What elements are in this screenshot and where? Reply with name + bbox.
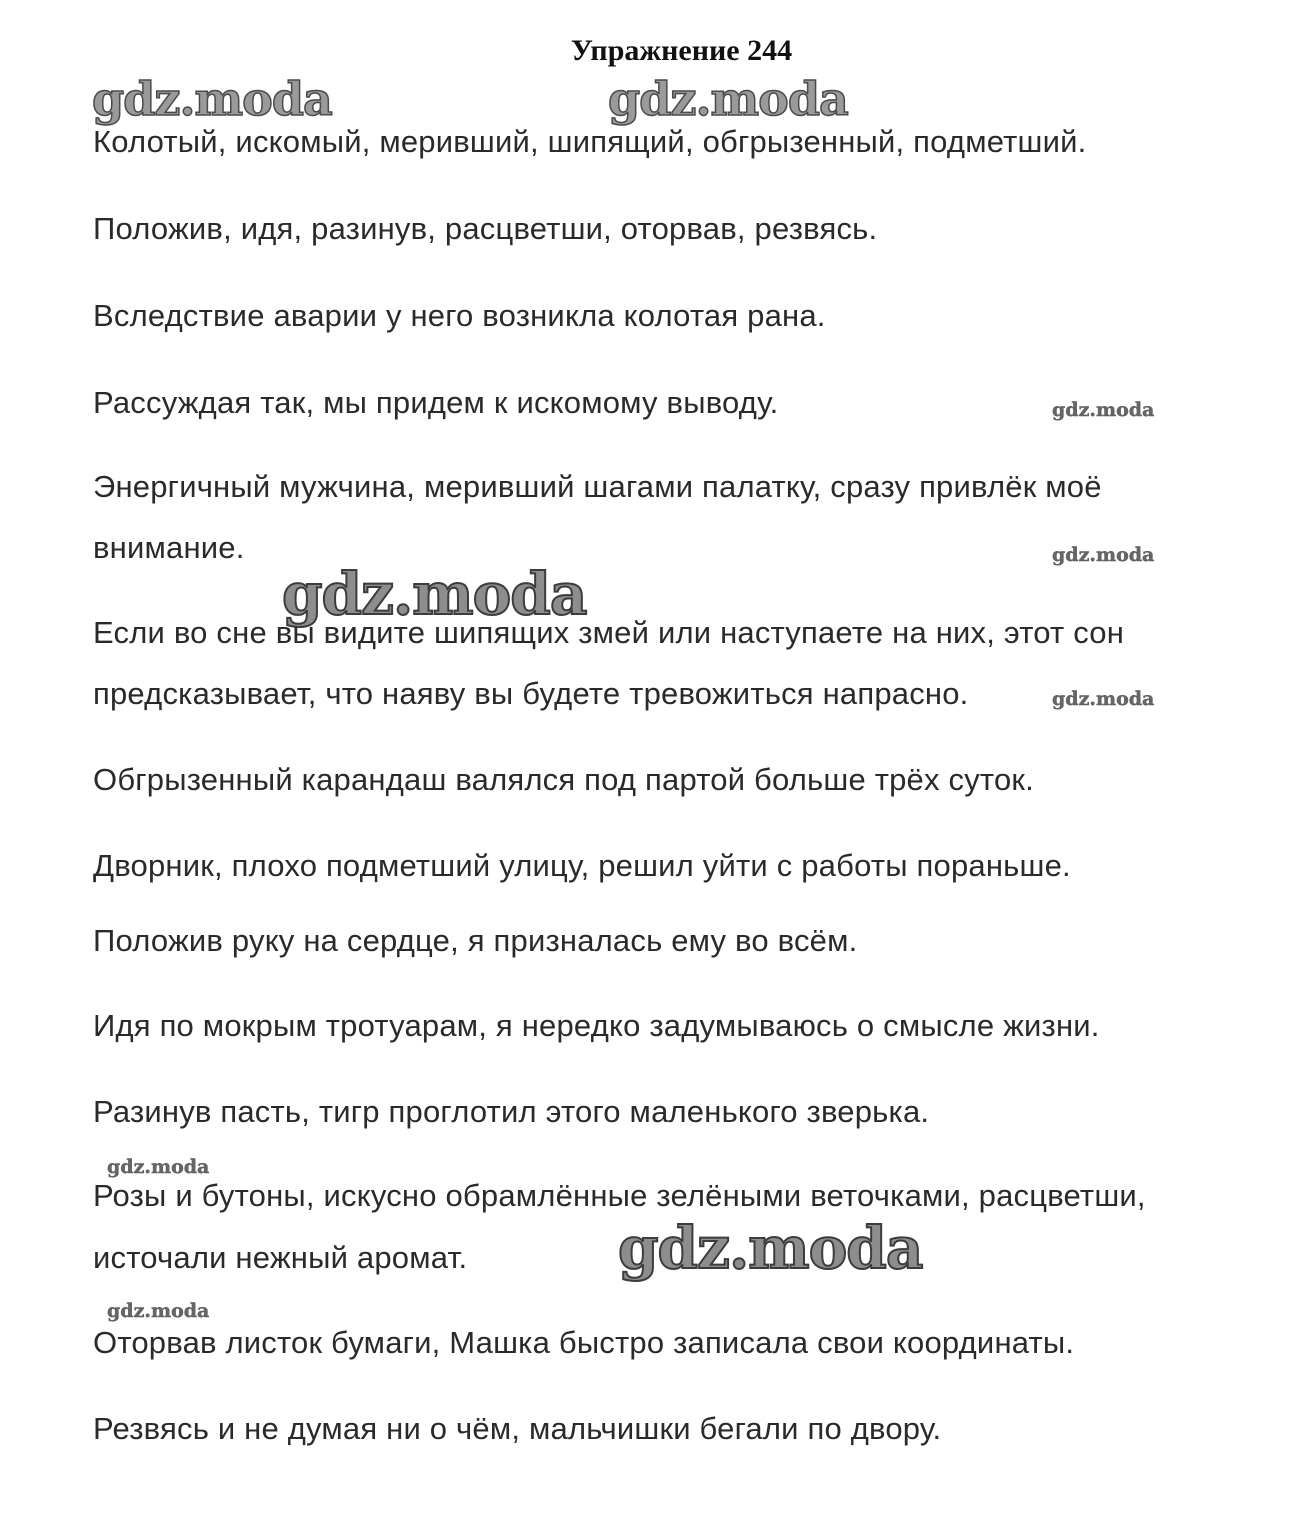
text-line: Разинув пасть, тигр проглотил этого маленького зверька. [93,1094,930,1129]
watermark: gdz.moda [92,72,332,126]
watermark: gdz.moda [608,72,848,126]
text-line: Положив, идя, разинув, расцветши, оторвав, резвясь. [93,211,878,246]
watermark: gdz.moda [107,1300,210,1322]
text-line: Вследствие аварии у него возникла колотая рана. [93,298,826,333]
watermark: gdz.moda [618,1214,923,1282]
watermark: gdz.moda [282,560,587,628]
text-line: Рассуждая так, мы придем к искомому выводу. [93,385,779,420]
text-line: Оторвав листок бумаги, Машка быстро записала свои координаты. [93,1325,1075,1360]
watermark: gdz.moda [1052,688,1155,710]
watermark: gdz.moda [1052,399,1155,421]
text-line: Положив руку на сердце, я призналась ему во всём. [93,923,858,958]
text-line: Энергичный мужчина, меривший шагами палатку, сразу привлёк моё [93,469,1102,504]
text-line: источали нежный аромат. [93,1240,468,1275]
text-line: внимание. [93,530,245,565]
watermark: gdz.moda [107,1156,210,1178]
text-line: Розы и бутоны, искусно обрамлённые зелёными веточками, расцветши, [93,1178,1146,1213]
watermark: gdz.moda [1052,544,1155,566]
text-line: Дворник, плохо подметший улицу, решил уйти с работы пораньше. [93,848,1071,883]
text-line: Резвясь и не думая ни о чём, мальчишки бегали по двору. [93,1411,942,1446]
exercise-title: Упражнение 244 [570,34,793,67]
text-line: Колотый, искомый, меривший, шипящий, обгрызенный, подметший. [93,124,1087,159]
text-line: предсказывает, что наяву вы будете тревожиться напрасно. [93,676,969,711]
text-line: Идя по мокрым тротуарам, я нередко задумываюсь о смысле жизни. [93,1008,1100,1043]
text-line: Обгрызенный карандаш валялся под партой больше трёх суток. [93,762,1034,797]
text-line: Если во сне вы видите шипящих змей или наступаете на них, этот сон [93,615,1125,650]
